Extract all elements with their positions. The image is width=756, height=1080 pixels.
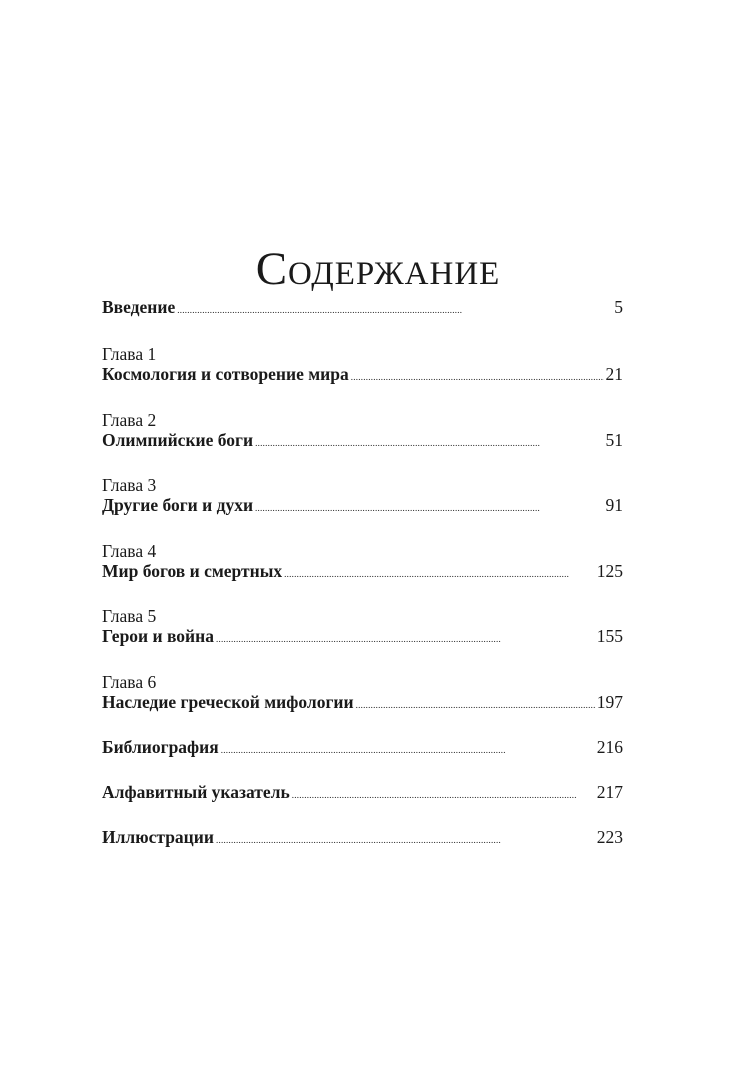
toc-entry-illustrations[interactable]	[102, 826, 623, 851]
toc-entry-chapter-4[interactable]	[102, 560, 623, 585]
toc-entry-introduction[interactable]	[102, 296, 623, 321]
toc-entry-title: Олимпийские боги	[102, 430, 254, 450]
page-title: Содержание	[255, 243, 501, 296]
toc-entry-chapter-5[interactable]	[102, 625, 623, 650]
dot-leader	[216, 625, 595, 650]
toc-entry-page: 5	[614, 297, 623, 317]
chapter-label-4: Глава 4	[102, 541, 157, 561]
dot-leader	[177, 296, 612, 321]
toc-entry-bibliography[interactable]	[102, 736, 623, 761]
toc-entry-chapter-2[interactable]	[102, 429, 623, 454]
dot-leader	[351, 363, 604, 388]
toc-entry-title: Библиография	[102, 737, 219, 757]
toc-entry-title: Наследие греческой мифологии	[102, 692, 354, 712]
toc-entry-title: Мир богов и смертных	[102, 561, 283, 581]
toc-entry-page: 21	[605, 364, 623, 384]
toc-entry-page: 51	[605, 430, 623, 450]
chapter-label-5: Глава 5	[102, 606, 157, 626]
dot-leader	[292, 781, 595, 806]
dot-leader	[216, 826, 595, 851]
toc-entry-index[interactable]	[102, 781, 623, 806]
chapter-label-6: Глава 6	[102, 672, 157, 692]
toc-entry-page: 91	[605, 495, 623, 515]
chapter-label-3: Глава 3	[102, 475, 157, 495]
chapter-label-2: Глава 2	[102, 410, 157, 430]
toc-entry-chapter-3[interactable]	[102, 494, 623, 519]
dot-leader	[255, 429, 603, 454]
toc-entry-chapter-6[interactable]	[102, 691, 623, 716]
toc-entry-title: Иллюстрации	[102, 827, 214, 847]
toc-entry-title: Другие боги и духи	[102, 495, 254, 515]
dot-leader	[255, 494, 603, 519]
toc-entry-title: Алфавитный указатель	[102, 782, 290, 802]
toc-entry-page: 216	[596, 737, 623, 757]
chapter-label-1: Глава 1	[102, 344, 157, 364]
dot-leader	[221, 736, 595, 761]
dot-leader	[356, 691, 595, 716]
toc-entry-title: Герои и война	[102, 626, 214, 646]
dot-leader	[284, 560, 595, 585]
toc-entry-page: 197	[596, 692, 623, 712]
toc-entry-title: Введение	[102, 297, 176, 317]
toc-entry-page: 125	[596, 561, 623, 581]
toc-entry-title: Космология и сотворение мира	[102, 364, 349, 384]
toc-entry-page: 223	[596, 827, 623, 847]
toc-entry-page: 217	[596, 782, 623, 802]
toc-entry-chapter-1[interactable]	[102, 363, 623, 388]
toc-entry-page: 155	[596, 626, 623, 646]
